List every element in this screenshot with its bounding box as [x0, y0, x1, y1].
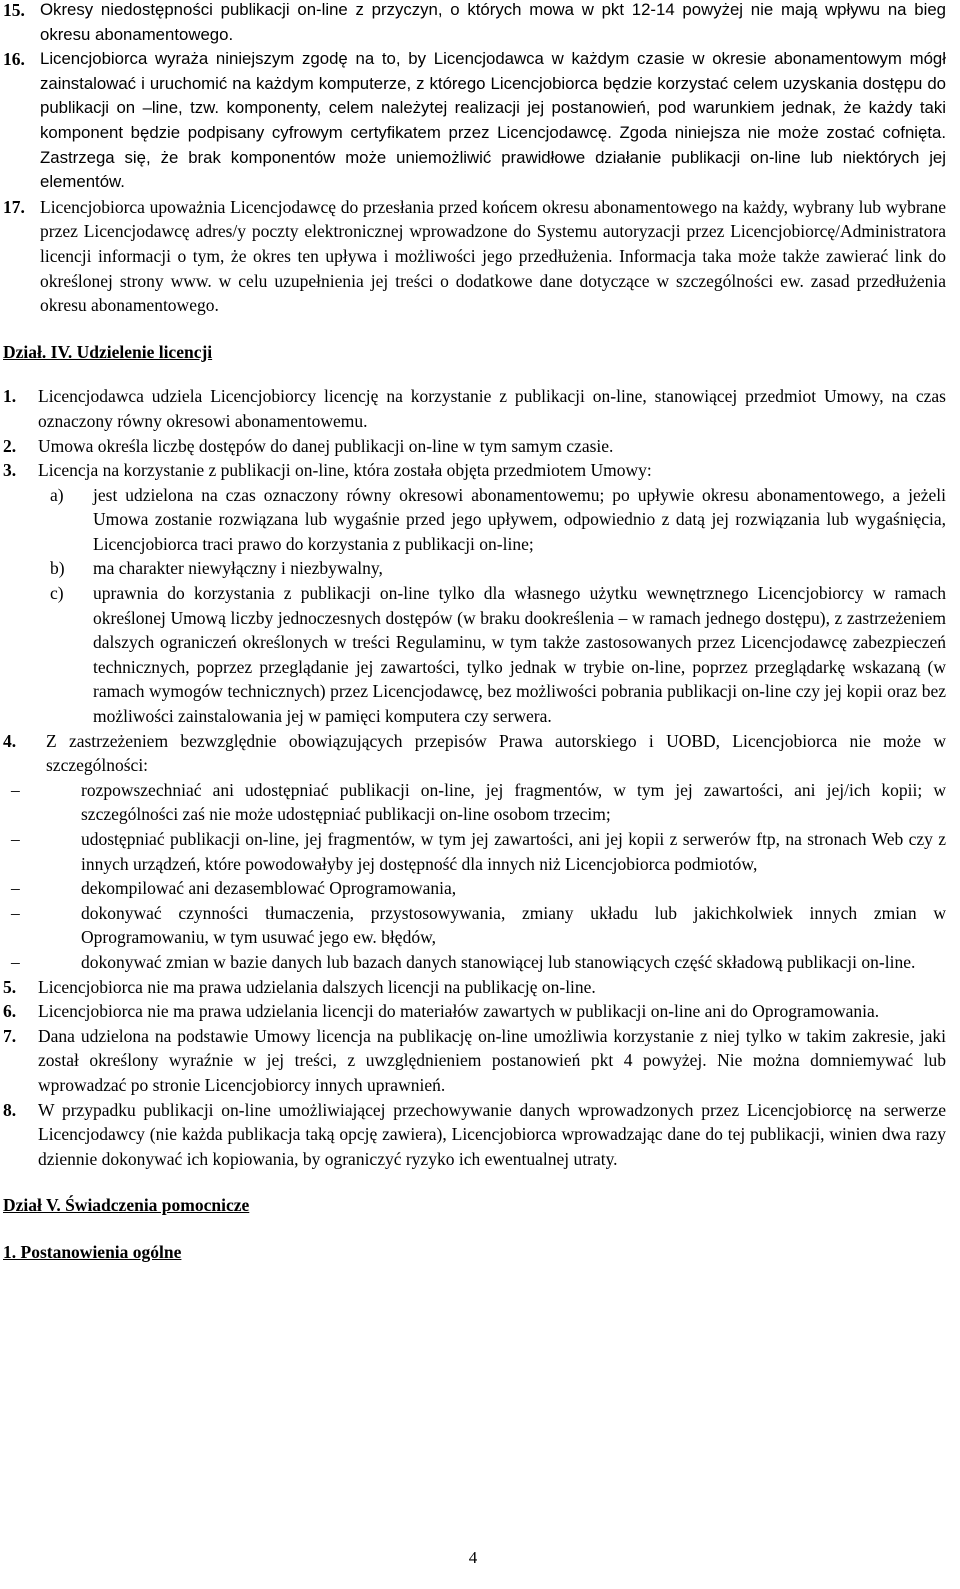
subsection-heading: 1. Postanowienia ogólne: [3, 1241, 182, 1262]
dash-text: udostępniać publikacji on-line, jej fragmentów, w tym jej zawartości, ani jej kopii z serwerów ftp, na stronach Web czy z innych urządzeń, które powodowałyby jej dostępność dla innych niż Licencjobiorca podmiotów,: [81, 829, 946, 874]
s4-item-5: [3, 975, 946, 1000]
s4-item-8: [3, 1098, 946, 1172]
clause-text: Licencjobiorca wyraża niniejszym zgodę na to, by Licencjodawca w każdym czasie w okresie abonamentowym mógł zainstalować i uruchomić na każdym komputerze, z którego Licencjobiorca będzie korzystać celem uzyskania dostępu do publikacji on –line, tzw. komponenty, celem należytej realizacji jej postanowień, pod warunkiem jednak, że każdy taki komponent będzie podpisany cyfrowym certyfikatem przez Licencjodawcę. Zgoda niniejsza nie może zostać cofnięta. Zastrzega się, że brak komponentów może uniemożliwić prawidłowe działanie publikacji on-line lub niektórych jej elementów.: [40, 49, 946, 192]
s4-item-7: [3, 1024, 946, 1098]
item-number: 4.: [3, 730, 17, 751]
s4-item-2: [3, 434, 946, 459]
sub-item-label: c): [50, 583, 64, 604]
item-text: Umowa określa liczbę dostępów do danej publikacji on-line w tym samym czasie.: [38, 435, 614, 456]
dash-item: [3, 827, 946, 876]
dash-item: [3, 901, 946, 950]
clause-text: Okresy niedostępności publikacji on-line z przyczyn, o których mowa w pkt 12-14 powyżej nie mają wpływu na bieg okresu abonamentowego.: [40, 0, 946, 44]
s4-item-1: [3, 384, 946, 433]
item-number: 5.: [3, 976, 17, 997]
sub-item-label: b): [50, 558, 65, 579]
s4-item-6: [3, 999, 946, 1024]
sub-item-c: [38, 581, 946, 729]
sub-item-a: [38, 483, 946, 557]
dash-text: dekompilować ani dezasemblować Oprogramowania,: [81, 878, 457, 899]
sub-item-text: ma charakter niewyłączny i niezbywalny,: [93, 558, 383, 579]
item-body: [38, 458, 946, 729]
clauses-15-17: [3, 0, 946, 318]
dash-bullet: –: [11, 902, 20, 923]
clause-number: 17.: [3, 196, 25, 217]
item-text: Licencja na korzystanie z publikacji on-line, która została objęta przedmiotem Umowy:: [38, 460, 652, 481]
item-text: Dana udzielona na podstawie Umowy licencja na publikację on-line umożliwia korzystanie z niej tylko w takim zakresie, jaki został określony wyraźnie w jej treści, z uwzględnieniem postanowień pkt 4 powyżej. Nie można domniemywać lub wprowadzać po stronie Licencjobiorcy innych uprawnień.: [38, 1025, 946, 1095]
dash-text: rozpowszechniać ani udostępniać publikacji on-line, jej fragmentów, w tym jej zawartości, ani jej/ich kopii; w szczególności zaś nie może udostępniać publikacji on-line osobom trzecim;: [81, 779, 946, 825]
item-text: Licencjobiorca nie ma prawa udzielania licencji do materiałów zawartych w publikacji on-line ani do Oprogramowania.: [38, 1001, 880, 1022]
sub-item-b: [38, 556, 946, 581]
s4-item-3: [3, 458, 946, 729]
item-text: Licencjobiorca nie ma prawa udzielania dalszych licencji na publikację on-line.: [38, 976, 596, 997]
section-5-heading: Dział V. Świadczenia pomocnicze: [3, 1195, 250, 1216]
s4-item-4: [3, 729, 946, 778]
clause-16: [3, 47, 946, 195]
item-number: 3.: [3, 460, 17, 481]
dash-item: [3, 876, 946, 901]
item-number: 8.: [3, 1099, 17, 1120]
dash-item: [3, 778, 946, 827]
item-number: 1.: [3, 386, 17, 407]
clause-number: 16.: [3, 49, 25, 70]
item-text: Licencjodawca udziela Licencjobiorcy licencję na korzystanie z publikacji on-line, stanowiącej przedmiot Umowy, na czas oznaczony równy okresowi abonamentowemu.: [38, 386, 946, 431]
page-number: 4: [468, 1548, 478, 1567]
clause-17: [3, 195, 946, 318]
clause-number: 15.: [3, 0, 25, 20]
item-number: 6.: [3, 1001, 17, 1022]
section-4-heading: Dział. IV. Udzielenie licencji: [3, 341, 213, 362]
dash-bullet: –: [11, 878, 20, 899]
dash-bullet: –: [11, 829, 20, 849]
dash-bullet: –: [11, 779, 20, 800]
clause-15: [3, 0, 946, 47]
dash-bullet: –: [11, 951, 20, 972]
sub-item-label: a): [50, 484, 64, 505]
dash-item: [3, 950, 946, 975]
section-4-body: [3, 384, 946, 1171]
dash-text: dokonywać czynności tłumaczenia, przystosowywania, zmiany układu lub jakichkolwiek innych zmian w Oprogramowaniu, w tym usuwać jego ew. błędów,: [81, 902, 946, 948]
dash-text: dokonywać zmian w bazie danych lub bazach danych stanowiącej lub stanowiących część składową publikacji on-line.: [81, 951, 916, 972]
item-number: 2.: [3, 435, 17, 456]
sub-item-text: jest udzielona na czas oznaczony równy okresowi abonamentowemu; po upływie okresu abonamentowego, a jeżeli Umowa zostanie rozwiązana lub wygaśnie przed jego upływem, odpowiednio z datą jej rozwiązania lub wygaśnięcia, Licencjobiorca traci prawo do korzystania z publikacji on-line;: [93, 484, 946, 554]
item-text: Z zastrzeżeniem bezwzględnie obowiązujących przepisów Prawa autorskiego i UOBD, Licencjobiorca nie może w szczególności:: [46, 730, 946, 776]
s4-item-4-list: [3, 778, 946, 975]
sub-item-text: uprawnia do korzystania z publikacji on-line tylko dla własnego użytku wewnętrznego Licencjobiorcy w ramach określonej Umową liczby jednoczesnych dostępów (w braku dookreślenia – w ramach jednego dostępu), z zastrzeżeniem dalszych ograniczeń określonych w treści Regulaminu, w tym także zastosowanych przez Licencjodawcę zabezpieczeń technicznych, poprzez przeglądanie jej zawartości, tylko jednak w trybie on-line, poprzez przeglądarkę wskazaną (w ramach wymogów technicznych) przez Licencjodawcę, bez możliwości pobrania publikacji on-line czy jej kopii oraz bez możliwości zainstalowania jej w pamięci komputera czy serwera.: [93, 583, 946, 727]
clause-text: Licencjobiorca upoważnia Licencjodawcę do przesłania przed końcem okresu abonamentowego na każdy, wybrany lub wybrane przez Licencjodawcę adres/y poczty elektronicznej wprowadzone do Systemu autoryzacji przez Licencjobiorcę/Administratora licencji informacji o tym, że okres ten upływa i możliwości jego przedłużenia. Informacja taka może także zawierać link do określonej strony www. w celu uzupełnienia jej treści o dodatkowe dane dotyczące w szczególności ew. zasad przedłużenia okresu abonamentowego.: [40, 196, 946, 316]
item-number: 7.: [3, 1025, 17, 1046]
item-text: W przypadku publikacji on-line umożliwiającej przechowywanie danych wprowadzonych przez Licencjobiorcę na serwerze Licencjodawcy (nie każda publikacja taką opcję zawiera), Licencjobiorca wprowadzając dane do tej publikacji, winien dwa razy dziennie dokonywać ich kopiowania, by ograniczyć ryzyko ich ewentualnej utraty.: [38, 1099, 946, 1169]
